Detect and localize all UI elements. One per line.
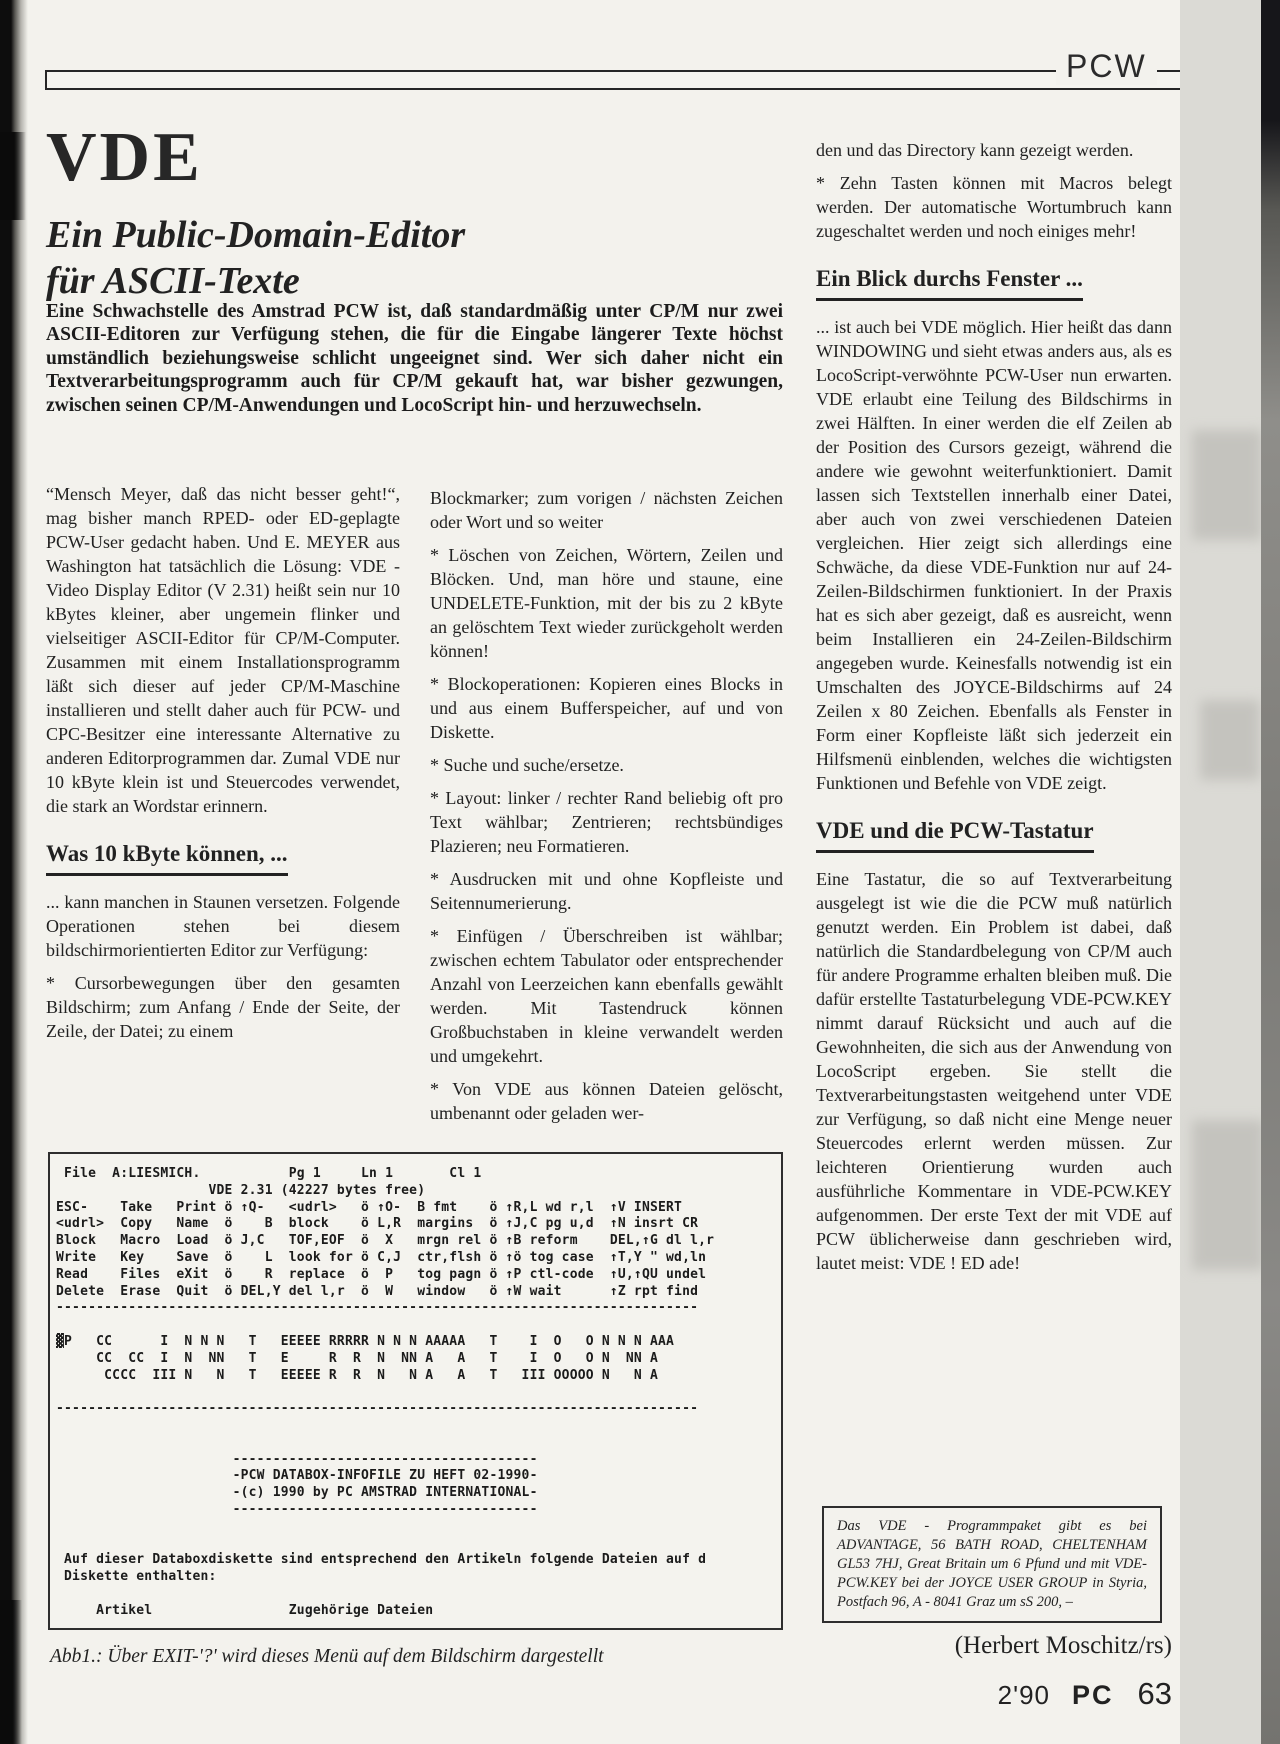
scan-smudge (1192, 430, 1262, 540)
feature-list-item: * Ausdrucken mit und ohne Kopfleiste und Seitennumerierung. (430, 869, 783, 913)
author-byline: (Herbert Moschitz/rs) (954, 1632, 1172, 1659)
column-1 (46, 482, 400, 1052)
terminal-infofile-title: -PCW DATABOX-INFOFILE ZU HEFT 02-1990- (56, 1468, 538, 1484)
supplier-note-box: Das VDE - Programmpaket gibt es bei ADVANTAGE, 56 BATH ROAD, CHELTENHAM GL53 7HJ, Great Britain um 6 Pfund und mit VDE-PCW.KEY bei der JOYCE USER GROUP in Styria, Postfach 96, A - 8041 Graz um sS 200, – (822, 1506, 1162, 1623)
feature-list-item: * Blockoperationen: Kopieren eines Blocks in und aus einem Bufferspeicher, auf und von Diskette. (430, 674, 783, 742)
scan-edge-right-dark (1261, 0, 1280, 1744)
terminal-ascii-art-line: ▓P CC I N N N T EEEEE RRRRR N N N AAAAA T I O O N N N AAA (56, 1333, 675, 1349)
terminal-menu-line: Write Key Save ö L look for ö C,J ctr,flsh ö ↑ö tog case ↑T,Y " wd,ln (56, 1249, 707, 1265)
scan-edge-left-nub (0, 132, 26, 220)
terminal-ascii-art-line: CCCC III N N T EEEEE R R N N A A T III OOOOO N N A (56, 1367, 658, 1383)
body-paragraph: Blockmarker; zum vorigen / nächsten Zeichen oder Wort und so weiter (430, 488, 783, 532)
body-paragraph: Eine Tastatur, die so auf Textverarbeitung ausgelegt ist wie die die PCW muß natürlich genutzt werden. Ein Problem ist dabei, daß natürlich die Standardbelegung von CP/M auch für andere Programme erhalten bleiben muß. Die dafür erstellte Tastaturbelegung VDE-PCW.KEY nimmt darauf Rücksicht und auch auf die Gewohnheiten, die sich aus der Anwendung von LocoScript ergeben. Sie stellt die Textverarbeitungstasten weitgehend unter VDE zur Verfügung, so daß nicht eine Menge neuer Steuercodes erlernt werden müssen. Zur leichteren Orientierung wurden auch ausführliche Kommentare in VDE-PCW.KEY aufgenommen. Der erste Text der mit VDE auf PCW üblicherweise dann geschrieben wird, lautet meist: VDE ! ED ade! (816, 869, 1172, 1273)
feature-list-item: * Löschen von Zeichen, Wörtern, Zeilen und Blöcken. Und, man höre und staune, eine UNDELETE-Funktion, mit der bis zu 2 kByte an gelöschtem Text wieder zurückgeholt werden können! (430, 545, 783, 661)
terminal-menu-line: Read Files eXit ö R replace ö P tog pagn ö ↑P ctl-code ↑U,↑QU undel (56, 1266, 707, 1282)
scan-smudge (1200, 700, 1260, 780)
terminal-ascii-art-line: CC CC I N NN T E R R N NN A A T I O O N NN A (56, 1350, 658, 1366)
intro-paragraph: Eine Schwachstelle des Amstrad PCW ist, daß standardmäßig unter CP/M nur zwei ASCII-Editoren zur Verfügung stehen, die für die Eingabe längerer Texte höchst umständlich beziehungsweise schlicht ungeeignet sind. Wer sich daher nicht ein Textverarbeitungsprogramm auch für CP/M gekauft hat, war bisher gezwungen, zwischen seinen CP/M-Anwendungen und LocoScript hin- und herzuwechseln. (46, 301, 783, 416)
terminal-divider: -------------------------------------------------------------------------------- (56, 1401, 699, 1417)
terminal-column-headers: Artikel Zugehörige Dateien (56, 1602, 434, 1618)
terminal-screenshot (48, 1152, 783, 1630)
terminal-infofile-copyright: -(c) 1990 by PC AMSTRAD INTERNATIONAL- (56, 1485, 538, 1501)
terminal-blank-line (56, 1536, 775, 1553)
terminal-text-line: Auf dieser Databoxdiskette sind entsprechend den Artikeln folgende Dateien auf d (56, 1552, 707, 1568)
body-paragraph: den und das Directory kann gezeigt werden. (816, 140, 1134, 160)
scan-smudge (1192, 1120, 1264, 1270)
body-paragraph: ... kann manchen in Staunen versetzen. Folgende Operationen stehen bei diesem bildschirmorientierten Editor zur Verfügung: (46, 892, 400, 960)
terminal-status-line: File A:LIESMICH. Pg 1 Ln 1 Cl 1 (56, 1166, 482, 1181)
column-3 (816, 138, 1172, 1284)
subtitle-line: Ein Public-Domain-Editor (46, 214, 466, 256)
body-paragraph: * Cursorbewegungen über den gesamten Bildschirm; zum Anfang / Ende der Seite, der Zeile, der Datei; zu einem (46, 973, 400, 1041)
footer-issue: 2'90 (997, 1680, 1050, 1710)
feature-list-item: * Layout: linker / rechter Rand beliebig oft pro Text wählbar; Zentrieren; rechtsbündiges Plazieren; neu Formatieren. (430, 788, 783, 856)
page-footer (816, 1676, 1172, 1712)
terminal-menu-line: ESC- Take Print ö ↑Q- <udrl> ö ↑O- B fmt ö ↑R,L wd r,l ↑V INSERT (56, 1199, 683, 1215)
terminal-blank-line (56, 1317, 775, 1334)
header-rule (45, 70, 1182, 90)
feature-list-item: * Von VDE aus können Dateien gelöscht, umbenannt oder geladen wer- (430, 1079, 783, 1123)
footer-magazine-logo: PC (1072, 1680, 1114, 1710)
terminal-blank-line (56, 1384, 775, 1401)
body-paragraph: ... ist auch bei VDE möglich. Hier heißt das dann WINDOWING und sieht etwas anders aus, als es LocoScript-verwöhnte PCW-User nun erwarten. VDE erlaubt eine Teilung des Bildschirms in zwei Hälften. In einer werden die elf Zeilen ab der Position des Cursors gezeigt, während die andere wie gewohnt weiterfunktioniert. Damit lassen sich Textstellen innerhalb einer Datei, aber auch von zwei verschiedenen Dateien vergleichen. Hier zeigt sich allerdings eine Schwäche, da diese VDE-Funktion nur auf 24-Zeilen-Bildschirmen funktioniert. In der Praxis hat es sich aber gezeigt, daß es ausreicht, wenn beim Installieren ein 24-Zeilen-Bildschirm angegeben wurde. Keinesfalls notwendig ist ein Umschalten des JOYCE-Bildschirms auf 24 Zeilen x 80 Zeichen. Ebenfalls als Fenster in Form einer Kopfleiste läßt sich jederzeit ein Hilfsmenü einblenden, welches die wichtigsten Funktionen und Befehle von VDE zeigt. (816, 317, 1172, 793)
terminal-blank-line (56, 1435, 775, 1452)
body-paragraph: “Mensch Meyer, daß das nicht besser geht!“, mag bisher manch RPED- oder ED-geplagte PCW-User gedacht haben. Und E. MEYER aus Washington hat tatsächlich die Lösung: VDE - Video Display Editor (V 2.31) heißt sein nur 10 kBytes kleiner, aber ungemein flinker und vielseitiger ASCII-Editor für CP/M-Computer. Zusammen mit einem Installationsprogramm läßt sich dieser auf jeder CP/M-Maschine installieren und stellt daher auch für PCW- und CPC-Besitzer eine interessante Alternative zu anderen Editorprogrammen dar. Zumal VDE nur 10 kByte klein ist und Steuercodes verwendet, die stark an Wordstar erinnern. (46, 484, 400, 816)
terminal-infofile-border: -------------------------------------- (56, 1501, 538, 1517)
scan-edge-left-nub-bottom (0, 1600, 22, 1744)
scan-edge-left (0, 0, 28, 1744)
article-title: VDE (46, 119, 203, 196)
feature-list-item: * Suche und suche/ersetze. (430, 755, 624, 775)
article-subtitle (46, 212, 465, 304)
terminal-blank-line (56, 1519, 775, 1536)
terminal-blank-line (56, 1586, 775, 1603)
feature-list-item: * Einfügen / Überschreiben ist wählbar; zwischen echtem Tabulator oder entsprechender Anzahl von Leerzeichen kann ebenfalls gewählt werden. Mit Tastendruck können Großbuchstaben in kleine verwandelt werden und umgekehrt. (430, 926, 783, 1066)
terminal-menu-line: Block Macro Load ö J,C TOF,EOF ö X mrgn rel ö ↑B reform DEL,↑G dl l,r (56, 1233, 715, 1249)
terminal-menu-line: <udrl> Copy Name ö B block ö L,R margins ö ↑J,C pg u,d ↑N insrt CR (56, 1216, 699, 1232)
section-heading-fenster: Ein Blick durchs Fenster ... (816, 266, 1083, 301)
section-heading-was-10-kbyte: Was 10 kByte können, ... (46, 841, 288, 876)
section-heading-tastatur: VDE und die PCW-Tastatur (816, 818, 1094, 853)
terminal-version-line: VDE 2.31 (42227 bytes free) (56, 1182, 426, 1198)
terminal-divider: -------------------------------------------------------------------------------- (56, 1300, 699, 1316)
section-label-pcw: PCW (1056, 48, 1157, 85)
terminal-menu-line: Delete Erase Quit ö DEL,Y del l,r ö W window ö ↑W wait ↑Z rpt find (56, 1283, 699, 1299)
footer-page-number: 63 (1137, 1676, 1172, 1711)
terminal-infofile-border: -------------------------------------- (56, 1451, 538, 1467)
column-2 (430, 486, 783, 1134)
subtitle-line: für ASCII-Texte (46, 260, 300, 302)
terminal-text-line: Diskette enthalten: (56, 1569, 217, 1585)
figure-caption: Abb1.: Über EXIT-'?' wird dieses Menü auf dem Bildschirm dargestellt (50, 1646, 604, 1667)
terminal-blank-line (56, 1418, 775, 1435)
body-paragraph: * Zehn Tasten können mit Macros belegt werden. Der automatische Wortumbruch kann zugeschaltet werden und noch einiges mehr! (816, 173, 1172, 241)
